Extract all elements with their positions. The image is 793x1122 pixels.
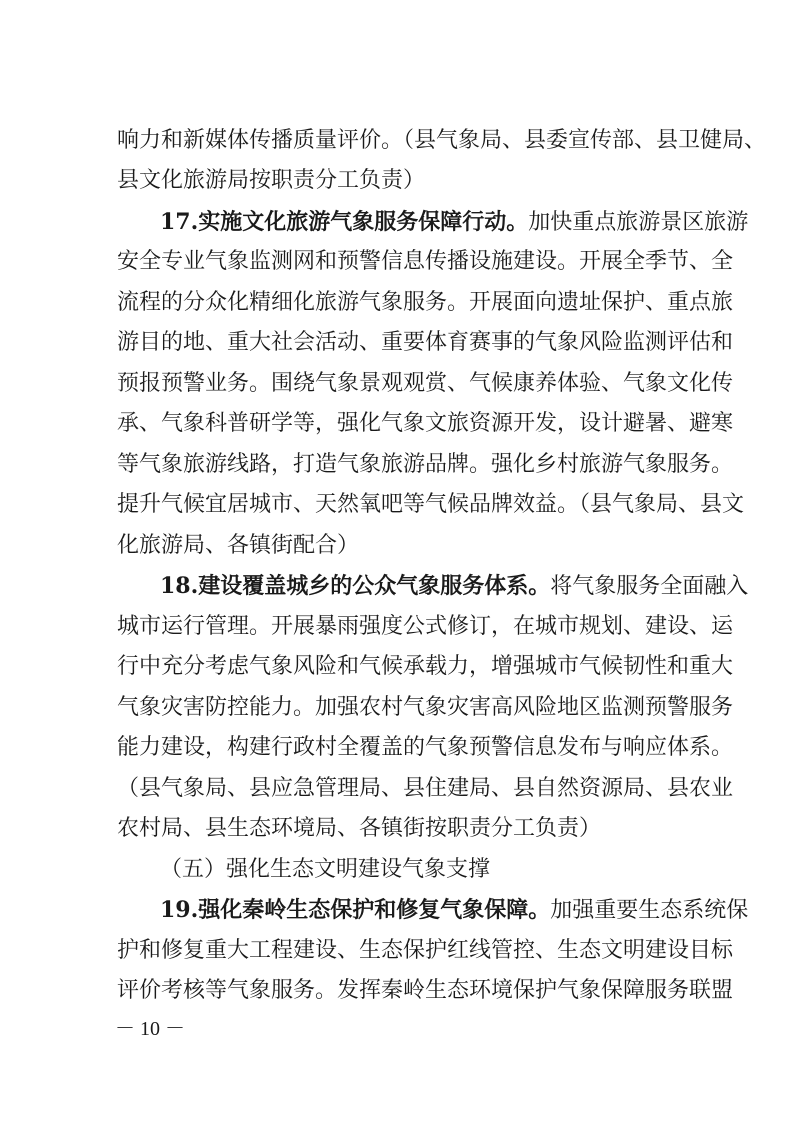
para18-line1-text: 将气象服务全面融入 <box>550 574 749 599</box>
para18-line3: 行中充分考虑气象风险和气候承载力，增强城市气候韧性和重大 <box>117 654 734 679</box>
section5-title: （五）强化生态文明建设气象支撑 <box>160 857 491 882</box>
para18-line6: （县气象局、县应急管理局、县住建局、县自然资源局、县农业 <box>117 776 734 801</box>
para17-line4: 游目的地、重大社会活动、重要体育赛事的气象风险监测评估和 <box>117 330 734 355</box>
para19-heading: 19.强化秦岭生态保护和修复气象保障。 <box>160 897 551 923</box>
para19-line1-text: 加强重要生态系统保 <box>550 898 749 923</box>
para19-line2: 护和修复重大工程建设、生态保护红线管控、生态文明建设目标 <box>117 938 734 963</box>
para18-line2: 城市运行管理。开展暴雨强度公式修订，在城市规划、建设、运 <box>117 614 734 639</box>
para18-line1 <box>160 566 749 606</box>
page-number: － 10 － <box>115 1018 185 1040</box>
para19-line3: 评价考核等气象服务。发挥秦岭生态环境保护气象保障服务联盟 <box>117 978 734 1003</box>
para17-line6: 承、气象科普研学等，强化气象文旅资源开发，设计避暑、避寒 <box>117 411 734 436</box>
para18-line4: 气象灾害防控能力。加强农村气象灾害高风险地区监测预警服务 <box>117 695 734 720</box>
para17-line9: 化旅游局、各镇街配合） <box>117 533 360 558</box>
para17-line1 <box>160 202 749 242</box>
para19-line1 <box>160 890 749 930</box>
para17-heading: 17.实施文化旅游气象服务保障行动。 <box>160 209 529 235</box>
para1-line1: 响力和新媒体传播质量评价。（县气象局、县委宣传部、县卫健局、 <box>117 128 767 153</box>
para1-line2: 县文化旅游局按职责分工负责） <box>117 168 426 193</box>
para18-line5: 能力建设，构建行政村全覆盖的气象预警信息发布与响应体系。 <box>117 735 734 760</box>
para17-line7: 等气象旅游线路，打造气象旅游品牌。强化乡村旅游气象服务。 <box>117 452 734 477</box>
para18-heading: 18.建设覆盖城乡的公众气象服务体系。 <box>160 573 551 599</box>
para17-line1-text: 加快重点旅游景区旅游 <box>528 210 749 235</box>
para17-line2: 安全专业气象监测网和预警信息传播设施建设。开展全季节、全 <box>117 249 734 274</box>
para17-line3: 流程的分众化精细化旅游气象服务。开展面向遗址保护、重点旅 <box>117 290 734 315</box>
para17-line5: 预报预警业务。围绕气象景观观赏、气候康养体验、气象文化传 <box>117 371 734 396</box>
para18-line7: 农村局、县生态环境局、各镇街按职责分工负责） <box>117 816 602 841</box>
para17-line8: 提升气候宜居城市、天然氧吧等气候品牌效益。（县气象局、县文 <box>117 492 745 517</box>
